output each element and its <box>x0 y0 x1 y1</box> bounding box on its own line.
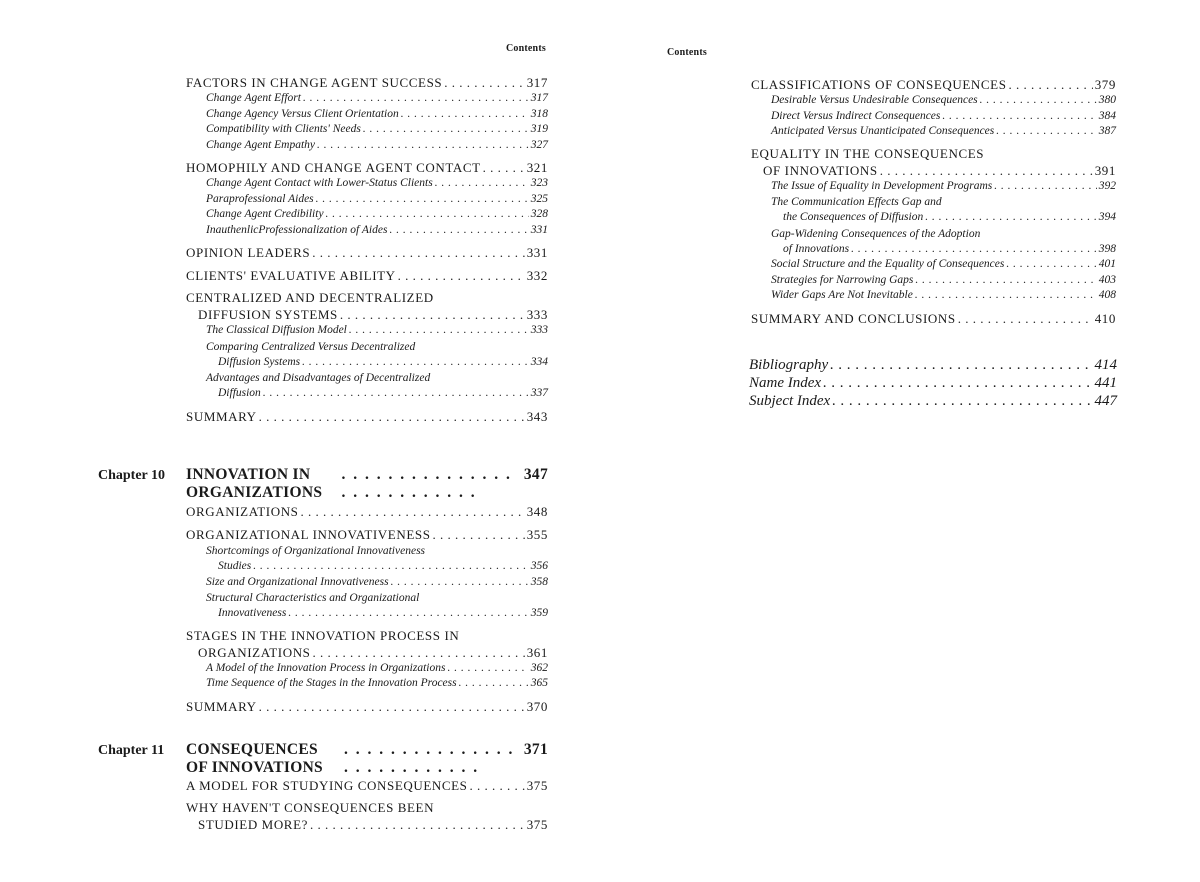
entry-row <box>206 386 548 402</box>
toc-subsection-entry <box>751 288 1116 304</box>
entry-title: Social Structure and the Equality of Consequences <box>771 258 1005 270</box>
dot-leader <box>363 122 529 138</box>
entry-title: Diffusion Systems <box>218 355 301 368</box>
entry-page-number: 362 <box>530 661 548 674</box>
entry-page-number: 358 <box>530 575 548 588</box>
entry-title: Anticipated Versus Unanticipated Consequences <box>771 125 995 137</box>
entry-title: Change Agent Effort <box>206 92 301 104</box>
toc-subsection-entry <box>751 194 1116 226</box>
dot-leader <box>302 355 529 371</box>
entry-title: FACTORS IN CHANGE AGENT SUCCESS <box>186 75 443 90</box>
dot-leader <box>303 91 529 107</box>
chapter-page-number: 371 <box>523 741 548 758</box>
toc-subsection-entry <box>751 273 1116 289</box>
entry-page-number: 387 <box>1098 125 1116 137</box>
entry-row <box>206 575 548 591</box>
entry-first-line: STAGES IN THE INNOVATION PROCESS IN <box>186 627 460 643</box>
dot-leader <box>316 192 529 208</box>
entry-first-line: Structural Characteristics and Organizational <box>206 592 420 604</box>
chapter-title: CONSEQUENCES OF INNOVATIONS <box>186 741 323 776</box>
toc-section-entry <box>186 526 548 543</box>
entry-row <box>206 192 548 208</box>
toc-subsection-entry <box>186 138 548 154</box>
entry-title: Wider Gaps Are Not Inevitable <box>771 289 913 301</box>
entry-page-number: 384 <box>1098 109 1116 122</box>
toc-subsection-entry <box>186 107 548 123</box>
dot-leader <box>958 310 1093 327</box>
entry-page-number: 408 <box>1098 289 1116 301</box>
back-matter-entry <box>749 392 1117 410</box>
entry-row <box>186 244 548 261</box>
entry-page-number: 392 <box>1098 179 1116 192</box>
dot-leader <box>880 162 1093 179</box>
dot-leader <box>349 323 529 339</box>
entry-title: Paraprofessional Aides <box>206 192 314 205</box>
toc-subsection-entry <box>751 109 1116 125</box>
toc-section-entry <box>751 146 1116 179</box>
dot-leader <box>851 242 1097 258</box>
toc-section-entry <box>186 244 548 261</box>
toc-section-entry <box>186 74 548 91</box>
left-toc-block-2 <box>186 497 548 715</box>
entry-row <box>771 93 1116 109</box>
entry-page-number: 333 <box>530 324 548 336</box>
entry-row <box>206 355 548 371</box>
dot-leader <box>288 606 528 622</box>
entry-page-number: 318 <box>530 107 548 120</box>
entry-row <box>206 107 548 123</box>
entry-row <box>771 288 1116 304</box>
dot-leader <box>391 575 529 591</box>
entry-first-line: EQUALITY IN THE CONSEQUENCES <box>751 145 985 161</box>
entry-row <box>751 162 1116 179</box>
entry-first-line: WHY HAVEN'T CONSEQUENCES BEEN <box>186 800 435 815</box>
entry-row <box>206 223 548 239</box>
entry-page-number: 317 <box>530 92 548 104</box>
back-matter-entry <box>749 356 1117 374</box>
entry-row <box>206 661 548 677</box>
entry-title: Change Agent Empathy <box>206 138 316 151</box>
entry-page-number: 398 <box>1098 242 1116 255</box>
toc-section-entry <box>186 503 548 520</box>
entry-page-number: 325 <box>530 192 548 205</box>
dot-leader <box>312 244 524 261</box>
entry-row <box>771 273 1116 289</box>
toc-subsection-entry <box>751 226 1116 258</box>
entry-first-line: CENTRALIZED AND DECENTRALIZED <box>186 290 434 305</box>
entry-title: Direct Versus Indirect Consequences <box>771 109 941 122</box>
entry-row <box>206 606 548 622</box>
entry-row <box>186 644 548 661</box>
entry-page-number: 370 <box>526 698 548 714</box>
entry-page-number: 379 <box>1094 77 1116 92</box>
entry-row <box>186 777 548 794</box>
right-running-header: Contents <box>667 47 707 58</box>
left-running-header: Contents <box>506 43 546 54</box>
toc-section-entry <box>186 698 548 715</box>
toc-subsection-entry <box>186 590 548 622</box>
entry-row <box>206 676 548 692</box>
toc-subsection-entry <box>186 676 548 692</box>
entry-title: Desirable Versus Undesirable Consequences <box>771 94 978 106</box>
entry-title: A MODEL FOR STUDYING CONSEQUENCES <box>186 778 468 793</box>
dot-leader <box>470 777 525 794</box>
entry-title: Time Sequence of the Stages in the Innovation Process <box>206 677 457 689</box>
toc-subsection-entry <box>751 257 1116 273</box>
entry-first-line: Advantages and Disadvantages of Decentralized <box>206 372 431 384</box>
entry-title: Compatibility with Clients' Needs <box>206 123 361 135</box>
entry-first-line: Comparing Centralized Versus Decentralized <box>206 340 416 353</box>
entry-page-number: 332 <box>526 268 548 283</box>
entry-row <box>206 559 548 575</box>
entry-title: Innovativeness <box>218 607 287 619</box>
entry-page-number: 328 <box>530 208 548 220</box>
entry-page-number: 375 <box>526 817 548 832</box>
dot-leader <box>483 159 525 176</box>
entry-title: ORGANIZATIONAL INNOVATIVENESS <box>186 527 431 542</box>
entry-row <box>186 74 548 91</box>
entry-row <box>186 816 548 833</box>
entry-title: CLIENTS' EVALUATIVE ABILITY <box>186 268 396 283</box>
entry-title: of Innovations <box>783 242 850 255</box>
entry-row <box>186 159 548 176</box>
dot-leader <box>301 503 525 520</box>
entry-page-number: 334 <box>530 355 548 368</box>
dot-leader <box>326 207 529 223</box>
entry-page-number: 356 <box>530 560 548 572</box>
entry-page-number: 380 <box>1098 94 1116 106</box>
entry-page-number: 447 <box>1094 393 1117 409</box>
dot-leader <box>823 374 1092 392</box>
entry-row <box>186 698 548 715</box>
dot-leader <box>925 210 1097 226</box>
entry-page-number: 359 <box>530 607 548 619</box>
chapter-number: Chapter 11 <box>98 743 165 758</box>
toc-subsection-entry <box>186 207 548 223</box>
entry-first-line: Gap-Widening Consequences of the Adoption <box>771 227 981 240</box>
dot-leader <box>313 644 525 661</box>
entry-row <box>186 408 548 425</box>
toc-section-entry <box>186 800 548 833</box>
toc-subsection-entry <box>186 575 548 591</box>
toc-subsection-entry <box>186 543 548 575</box>
dot-leader <box>447 661 528 677</box>
toc-subsection-entry <box>186 223 548 239</box>
entry-title: The Issue of Equality in Development Programs <box>771 179 993 192</box>
dot-leader <box>459 676 529 692</box>
dot-leader <box>980 93 1097 109</box>
chapter-title: INNOVATION IN ORGANIZATIONS <box>186 466 323 501</box>
dot-leader <box>340 306 525 323</box>
toc-section-entry <box>186 628 548 661</box>
dot-leader <box>830 356 1092 374</box>
toc-subsection-entry <box>186 339 548 371</box>
entry-row <box>751 76 1116 93</box>
entry-page-number: 337 <box>530 387 548 399</box>
toc-subsection-entry <box>186 122 548 138</box>
entry-title: Bibliography <box>749 357 829 373</box>
toc-subsection-entry <box>751 93 1116 109</box>
entry-page-number: 403 <box>1098 273 1116 286</box>
entry-row <box>771 210 1116 226</box>
entry-title: STUDIED MORE? <box>198 817 308 832</box>
left-toc-block-1 <box>186 68 548 425</box>
toc-subsection-entry <box>186 661 548 677</box>
toc-section-entry <box>186 267 548 284</box>
entry-title: Studies <box>218 560 252 572</box>
entry-page-number: 414 <box>1094 357 1117 373</box>
entry-title: Name Index <box>749 375 822 391</box>
toc-subsection-entry <box>751 124 1116 140</box>
entry-title: OF INNOVATIONS <box>763 162 878 178</box>
entry-title: ORGANIZATIONS <box>198 644 311 660</box>
entry-page-number: 348 <box>526 504 548 519</box>
dot-leader <box>259 698 525 715</box>
chapter-page-number: 347 <box>523 466 548 483</box>
dot-leader <box>398 267 525 284</box>
right-toc-block <box>751 70 1116 327</box>
toc-subsection-entry <box>186 192 548 208</box>
entry-row <box>206 207 548 223</box>
entry-title: Subject Index <box>749 393 831 409</box>
toc-subsection-entry <box>186 91 548 107</box>
entry-title: CLASSIFICATIONS OF CONSEQUENCES <box>751 77 1007 92</box>
entry-page-number: 441 <box>1094 375 1117 391</box>
dot-leader <box>832 392 1092 410</box>
entry-page-number: 333 <box>526 307 548 322</box>
entry-page-number: 365 <box>530 677 548 689</box>
entry-row <box>206 138 548 154</box>
entry-page-number: 331 <box>530 223 548 236</box>
entry-row <box>186 267 548 284</box>
entry-page-number: 391 <box>1094 162 1116 178</box>
entry-first-line: The Communication Effects Gap and <box>771 196 942 208</box>
entry-row <box>771 109 1116 125</box>
back-matter-entry <box>749 374 1117 392</box>
entry-title: SUMMARY AND CONCLUSIONS <box>751 310 956 326</box>
entry-title: OPINION LEADERS <box>186 245 311 260</box>
dot-leader <box>253 559 529 575</box>
dot-leader <box>263 386 529 402</box>
entry-row <box>771 242 1116 258</box>
entry-row <box>771 124 1116 140</box>
entry-row <box>206 91 548 107</box>
entry-page-number: 394 <box>1098 211 1116 223</box>
dot-leader <box>317 138 529 154</box>
toc-subsection-entry <box>186 370 548 402</box>
entry-title: A Model of the Innovation Process in Organizations <box>206 661 446 674</box>
dot-leader <box>389 223 528 239</box>
entry-title: Diffusion <box>218 387 261 399</box>
toc-section-entry <box>186 777 548 794</box>
dot-leader <box>915 273 1096 289</box>
entry-title: HOMOPHILY AND CHANGE AGENT CONTACT <box>186 160 481 175</box>
entry-title: Change Agent Credibility <box>206 208 324 220</box>
dot-leader <box>444 74 524 91</box>
left-toc-block-3 <box>186 771 548 833</box>
toc-section-entry <box>186 408 548 425</box>
dot-leader <box>433 526 525 543</box>
dot-leader <box>435 176 529 192</box>
entry-title: ORGANIZATIONS <box>186 504 299 519</box>
entry-row <box>771 257 1116 273</box>
entry-page-number: 375 <box>526 778 548 793</box>
toc-subsection-entry <box>751 179 1116 195</box>
dot-leader <box>915 288 1097 304</box>
entry-row <box>751 310 1116 327</box>
entry-page-number: 331 <box>526 245 548 260</box>
dot-leader <box>994 179 1097 195</box>
entry-row <box>206 176 548 192</box>
dot-leader <box>996 124 1096 140</box>
entry-row <box>186 526 548 543</box>
toc-subsection-entry <box>186 323 548 339</box>
entry-page-number: 343 <box>526 408 548 424</box>
dot-leader <box>310 816 525 833</box>
entry-row <box>206 122 548 138</box>
entry-page-number: 323 <box>530 177 548 189</box>
toc-section-entry <box>751 76 1116 93</box>
entry-title: The Classical Diffusion Model <box>206 324 347 336</box>
dot-leader <box>401 107 529 123</box>
entry-page-number: 410 <box>1094 310 1116 326</box>
entry-row <box>186 306 548 323</box>
entry-row <box>186 503 548 520</box>
entry-page-number: 361 <box>526 644 548 660</box>
entry-title: DIFFUSION SYSTEMS <box>198 307 338 322</box>
entry-page-number: 401 <box>1098 258 1116 270</box>
entry-title: InauthenlicProfessionalization of Aides <box>206 223 388 236</box>
back-matter-list <box>749 356 1117 410</box>
entry-page-number: 327 <box>530 138 548 151</box>
entry-row <box>206 323 548 339</box>
dot-leader <box>942 109 1096 125</box>
toc-subsection-entry <box>186 176 548 192</box>
entry-title: SUMMARY <box>186 698 257 714</box>
entry-title: the Consequences of Diffusion <box>783 211 924 223</box>
entry-title: Strategies for Narrowing Gaps <box>771 273 914 286</box>
entry-title: Change Agency Versus Client Orientation <box>206 107 399 120</box>
chapter-number: Chapter 10 <box>98 468 166 483</box>
toc-section-entry <box>186 159 548 176</box>
entry-page-number: 321 <box>526 160 548 175</box>
entry-page-number: 355 <box>526 527 548 542</box>
toc-section-entry <box>751 310 1116 327</box>
dot-leader <box>259 408 525 425</box>
entry-page-number: 319 <box>530 123 548 135</box>
entry-title: Size and Organizational Innovativeness <box>206 575 389 588</box>
entry-row <box>771 179 1116 195</box>
toc-section-entry <box>186 290 548 323</box>
entry-title: SUMMARY <box>186 408 257 424</box>
entry-title: Change Agent Contact with Lower-Status Clients <box>206 177 433 189</box>
dot-leader <box>1009 76 1093 93</box>
entry-first-line: Shortcomings of Organizational Innovativeness <box>206 545 426 557</box>
entry-page-number: 317 <box>526 75 548 90</box>
dot-leader <box>1006 257 1096 273</box>
